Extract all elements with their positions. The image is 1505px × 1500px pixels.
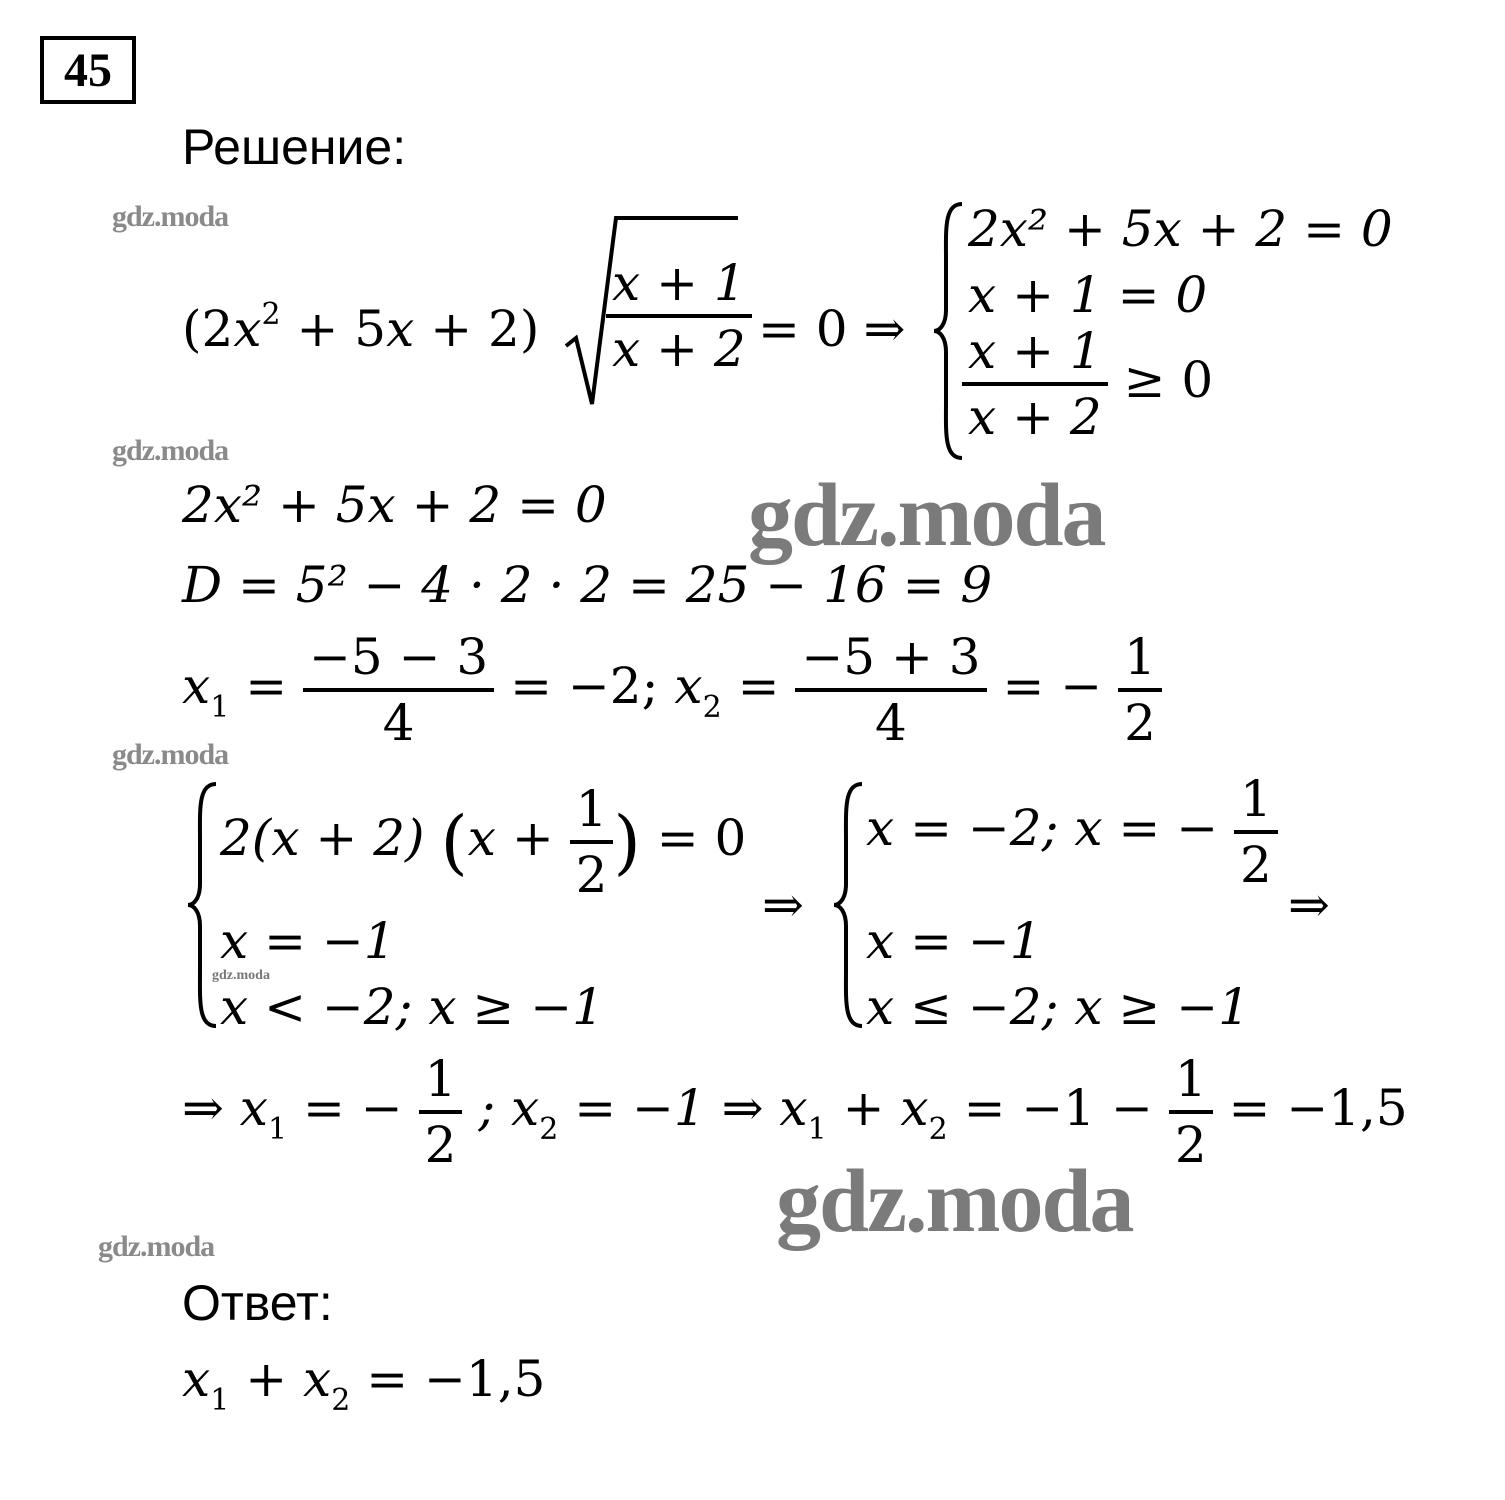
system-1 [930,196,1430,466]
system-left-line-3: x < −2; x ≥ −1 [220,978,604,1036]
problem-number: 45 [64,43,112,97]
system-1-frac-num: x + 1 [968,322,1102,380]
system-left: 2(x + 2) (x + $\frac{1}{2}$ ) = 0 x = −1 x < −2; x ≥ −1 [184,780,764,1030]
answer-line: $x_1 + x_2 = -1,5$ [182,1350,546,1418]
sqrt-denominator: x + 2 [612,320,746,378]
system-right-line-1: x = −2; x = − [866,799,1219,857]
implies-arrow: ⇒ [762,876,804,934]
final-line: ⇒ $x_1$ = − $\frac{1}{2}$ ; $x_2 = -1$ ⇒ $x_1 + x_2 = -1$ − $\frac{1}{2}$ = −1,5 [182,1050,1408,1174]
x2-numerator: −5 + 3 [801,628,981,686]
x2-denominator: 4 [875,694,907,752]
x1-denominator: 4 [382,694,415,752]
system-left-line-2: x = −1 [220,912,396,970]
watermark-large: gdz.moda [776,1152,1133,1251]
system-1-line-1: 2x² + 5x + 2 = 0 [968,200,1393,258]
sqrt-numerator: x + 1 [612,254,746,312]
system-right-line-2: x = −1 [866,912,1042,970]
discriminant-line: D = 5² − 4 · 2 · 2 = 25 − 16 = 9 [182,556,993,614]
system-1-line-2: x + 1 = 0 [968,266,1208,324]
left-brace-icon [830,780,866,1030]
x1-numerator: −5 − 3 [309,628,489,686]
system-1-frac-den: x + 2 [968,388,1102,446]
solution-heading: Решение: [182,119,407,175]
watermark: gdz.moda [98,1230,215,1263]
roots-line: $x_1$ = $\frac{-5 - 3}{4}$ = −2; $x_2$ = $\frac{-5 + 3}{4}$ = − $\frac{1}{2}$ [182,632,1162,748]
left-brace-icon [184,780,220,1030]
eq1-rhs: = 0 ⇒ [758,300,906,358]
left-brace-icon [930,200,966,462]
system-right-line-3: x ≤ −2; x ≥ −1 [866,978,1250,1036]
system-left-line-1a: 2(x + 2) [220,809,425,867]
watermark-large: gdz.moda [748,466,1105,565]
watermark: gdz.moda [212,968,270,983]
quadratic-equation: 2x² + 5x + 2 = 0 [182,476,607,534]
problem-number-box [40,36,136,104]
watermark: gdz.moda [112,200,229,233]
system-1-relation: ≥ 0 [1123,351,1214,409]
implies-arrow: ⇒ [1288,876,1330,934]
system-right: x = −2; x = − $\frac{1}{2}$ x = −1 x ≤ −2; x ≥ −1 [830,772,1350,1032]
watermark: gdz.moda [112,434,229,467]
watermark: gdz.moda [112,738,229,771]
answer-heading: Ответ: [182,1275,333,1331]
